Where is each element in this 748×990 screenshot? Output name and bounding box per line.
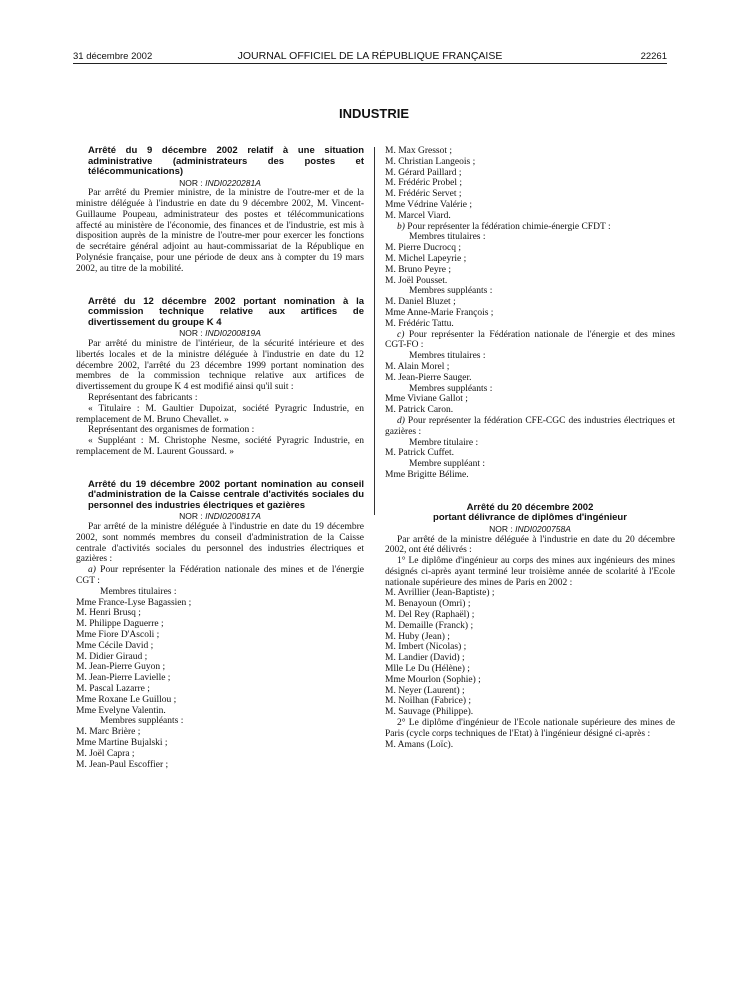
group-text: Pour représenter la fédération chimie-énergie CFDT : xyxy=(407,221,611,232)
list-item: Mme Fiore D'Ascoli ; xyxy=(76,630,160,640)
article-3 xyxy=(76,480,364,771)
nor-label: NOR : xyxy=(179,328,203,339)
list-item: Mme Védrine Valérie ; xyxy=(385,199,472,210)
list-item: M. Demaille (Franck) ; xyxy=(385,620,474,631)
list-item: M. Frédéric Servet ; xyxy=(385,189,462,200)
list xyxy=(385,448,675,459)
list-item: M. Christian Langeois ; xyxy=(385,156,476,167)
list xyxy=(385,362,675,384)
article-title: Arrêté du 12 décembre 2002 portant nomination à la commission technique relative aux artifices de divertissement du groupe K 4 xyxy=(88,295,364,328)
list-item: M. Jean-Pierre Lavielle ; xyxy=(76,673,171,684)
article-title: Arrêté du 9 décembre 2002 relatif à une situation administrative (administrateurs des postes et télécommunications) xyxy=(88,145,364,177)
right-column xyxy=(385,146,675,750)
nor-code: INDI0200819A xyxy=(205,328,261,339)
article-1 xyxy=(76,146,364,275)
list-item: Mme Martine Bujalski ; xyxy=(76,737,168,748)
list-label: Membres suppléants : xyxy=(100,716,184,727)
group-text: Pour représenter la Fédération nationale des mines et de l'énergie CGT : xyxy=(76,565,364,587)
list-item: M. Frédéric Tattu. xyxy=(385,318,454,329)
article-body: Par arrêté du ministre de l'intérieur, de la sécurité intérieure et des libertés locales et de la ministre déléguée à l'industrie en date du 12 décembre 2002, l'arrêté du 23 décembre 1999 portant nomination des membres de la commission technique relative aux artifices de divertissement du groupe K 4 est modifié ainsi qu'il suit : xyxy=(76,338,364,393)
list-label: Membres suppléants : xyxy=(409,286,493,297)
list-item: M. Didier Giraud ; xyxy=(76,651,148,662)
list-item: M. Noilhan (Fabrice) ; xyxy=(385,696,472,707)
nor-reference xyxy=(76,511,364,522)
paragraph: « Suppléant : M. Christophe Nesme, société Pyragric Industrie, en remplacement de M. Laurent Goussard. » xyxy=(76,436,364,457)
group-intro xyxy=(385,222,675,233)
list-label: Membre suppléant : xyxy=(409,459,485,470)
diploma-list xyxy=(385,588,675,718)
list-label: Membres titulaires : xyxy=(409,351,486,362)
list-item: M. Alain Morel ; xyxy=(385,361,450,372)
article-body: Par arrêté du Premier ministre, de la ministre de l'outre-mer et de la ministre déléguée à l'industrie en date du 9 décembre 2002, M. Vincent-Guillaume Poupeau, administrateur des postes et télécommunications affecté au ministère de l'économie, des finances et de l'industrie, est mis à disposition auprès de la ministre de l'outre-mer pour exercer les fonctions de secrétaire général adjoint au haut-commissariat de la République en Polynésie française, pour une période de deux ans à compter du 19 mars 2002, au titre de la mobilité. xyxy=(76,188,364,274)
article-subtitle: portant délivrance de diplômes d'ingénieur xyxy=(433,512,627,524)
list xyxy=(385,297,675,329)
running-header xyxy=(73,49,667,64)
list-item: Mme France-Lyse Bagassien ; xyxy=(76,597,192,608)
nor-reference xyxy=(385,524,675,535)
list-item: M. Henri Brusq ; xyxy=(76,608,141,619)
article-title: Arrêté du 19 décembre 2002 portant nomination au conseil d'administration de la Caisse centrale d'activités sociales du personnel des industries électriques et gazières xyxy=(88,478,364,511)
group-intro xyxy=(76,565,364,587)
list xyxy=(385,394,675,416)
list-item: M. Joël Pousset. xyxy=(385,275,448,286)
header-date: 31 décembre 2002 xyxy=(73,51,153,62)
group-intro xyxy=(385,330,675,352)
list-item: Mme Anne-Marie François ; xyxy=(385,307,494,318)
list-item: M. Patrick Caron. xyxy=(385,405,454,416)
article-4 xyxy=(385,503,675,751)
list-item: M. Huby (Jean) ; xyxy=(385,631,450,642)
article-body: Par arrêté de la ministre déléguée à l'industrie en date du 19 décembre 2002, sont nommés membres du conseil d'administration de la Caisse centrale d'activités sociales du personnel des industries électriques et gazières : xyxy=(76,522,364,565)
list-label: Membres titulaires : xyxy=(100,586,177,597)
nor-reference xyxy=(76,328,364,339)
list-item: M. Pierre Ducrocq ; xyxy=(385,243,461,254)
list-item: M. Jean-Pierre Sauger. xyxy=(385,372,472,383)
article-title: Arrêté du 20 décembre 2002 xyxy=(466,501,594,513)
column-divider xyxy=(374,147,375,515)
article-2 xyxy=(76,297,364,458)
nor-code: INDI0220281A xyxy=(205,177,261,188)
group-text: Pour représenter la fédération CFE-CGC des industries électriques et gazières : xyxy=(385,415,675,437)
list-item: Mlle Le Du (Hélène) ; xyxy=(385,664,470,675)
list-item: Mme Cécile David ; xyxy=(76,640,154,651)
list-item: Mme Brigitte Bélime. xyxy=(385,469,469,480)
diploma-list xyxy=(385,740,675,751)
list-item: M. Pascal Lazarre ; xyxy=(76,683,150,694)
list xyxy=(385,470,675,481)
list-item: M. Sauvage (Philippe). xyxy=(385,707,474,718)
article-body: Par arrêté de la ministre déléguée à l'industrie en date du 20 décembre 2002, ont été délivrés : xyxy=(385,534,675,556)
paragraph: « Titulaire : M. Gaultier Dupoizat, société Pyragric Industrie, en remplacement de M. Bruno Chevallet. » xyxy=(76,403,364,425)
list-item: Mme Viviane Gallot ; xyxy=(385,394,468,405)
list-label: Membres suppléants : xyxy=(409,383,493,394)
list-label: Membres titulaires : xyxy=(409,232,486,243)
list-item: M. Daniel Bluzet ; xyxy=(385,297,456,308)
nor-label: NOR : xyxy=(179,511,203,522)
list-item: M. Frédéric Probel ; xyxy=(385,178,463,189)
list-item: Mme Roxane Le Guillou ; xyxy=(76,694,177,705)
list-label: Membre titulaire : xyxy=(409,437,479,448)
journal-title: JOURNAL OFFICIEL DE LA RÉPUBLIQUE FRANÇAISE xyxy=(237,50,503,62)
list-item: M. Imbert (Nicolas) ; xyxy=(385,642,467,653)
list-item: M. Philippe Daguerre ; xyxy=(76,619,164,630)
group-letter: d) xyxy=(397,415,405,426)
list-item: M. Joël Capra ; xyxy=(76,748,135,759)
nor-code: INDI0200817A xyxy=(205,511,261,522)
page-number: 22261 xyxy=(640,51,667,62)
group-letter: a) xyxy=(88,565,96,576)
group-text: Pour représenter la Fédération nationale de l'énergie et des mines CGT-FO : xyxy=(385,329,675,351)
list-item: M. Gérard Paillard ; xyxy=(385,167,462,178)
nor-label: NOR : xyxy=(179,177,203,188)
list-item: M. Avrillier (Jean-Baptiste) ; xyxy=(385,588,495,599)
list-item: M. Benayoun (Omri) ; xyxy=(385,599,471,610)
nor-code: INDI0200758A xyxy=(515,523,571,534)
list-item: M. Del Rey (Raphaël) ; xyxy=(385,610,475,621)
list-item: M. Amans (Loïc). xyxy=(385,739,454,750)
list-item: M. Landier (David) ; xyxy=(385,653,465,664)
list-item: M. Bruno Peyre ; xyxy=(385,264,451,275)
section-title: INDUSTRIE xyxy=(338,106,410,121)
list-item: M. Max Gressot ; xyxy=(385,146,453,156)
suppleants-list-continued xyxy=(385,146,675,222)
titulaires-list xyxy=(76,598,364,717)
suppleants-list xyxy=(76,727,364,770)
paragraph: Représentant des organismes de formation : xyxy=(88,425,255,436)
list-item: M. Patrick Cuffet. xyxy=(385,448,454,459)
paragraph: 2° Le diplôme d'ingénieur de l'Ecole nationale supérieure des mines de Paris (cycle corps techniques de l'Etat) à l'ingénieur désigné ci-après : xyxy=(385,718,675,739)
list-item: M. Michel Lapeyrie ; xyxy=(385,253,467,264)
left-column xyxy=(76,146,364,770)
list-item: M. Neyer (Laurent) ; xyxy=(385,685,465,696)
paragraph: Représentant des fabricants : xyxy=(88,392,198,403)
list-item: M. Marc Brière ; xyxy=(76,727,141,738)
group-letter: c) xyxy=(397,329,405,340)
list-item: Mme Mourlon (Sophie) ; xyxy=(385,674,481,685)
list xyxy=(385,243,675,286)
list-item: M. Jean-Pierre Guyon ; xyxy=(76,662,166,673)
list-item: M. Marcel Viard. xyxy=(385,210,451,221)
paragraph: 1° Le diplôme d'ingénieur au corps des mines aux ingénieurs des mines désignés ci-après ayant terminé leur troisième année de scolarité à l'Ecole nationale supérieure des mines de Paris en 2002 : xyxy=(385,556,675,588)
nor-reference xyxy=(76,178,364,189)
list-item: Mme Evelyne Valentin. xyxy=(76,705,166,716)
group-intro xyxy=(385,416,675,438)
group-letter: b) xyxy=(397,221,405,232)
list-item: M. Jean-Paul Escoffier ; xyxy=(76,759,169,770)
nor-label: NOR : xyxy=(489,523,513,534)
